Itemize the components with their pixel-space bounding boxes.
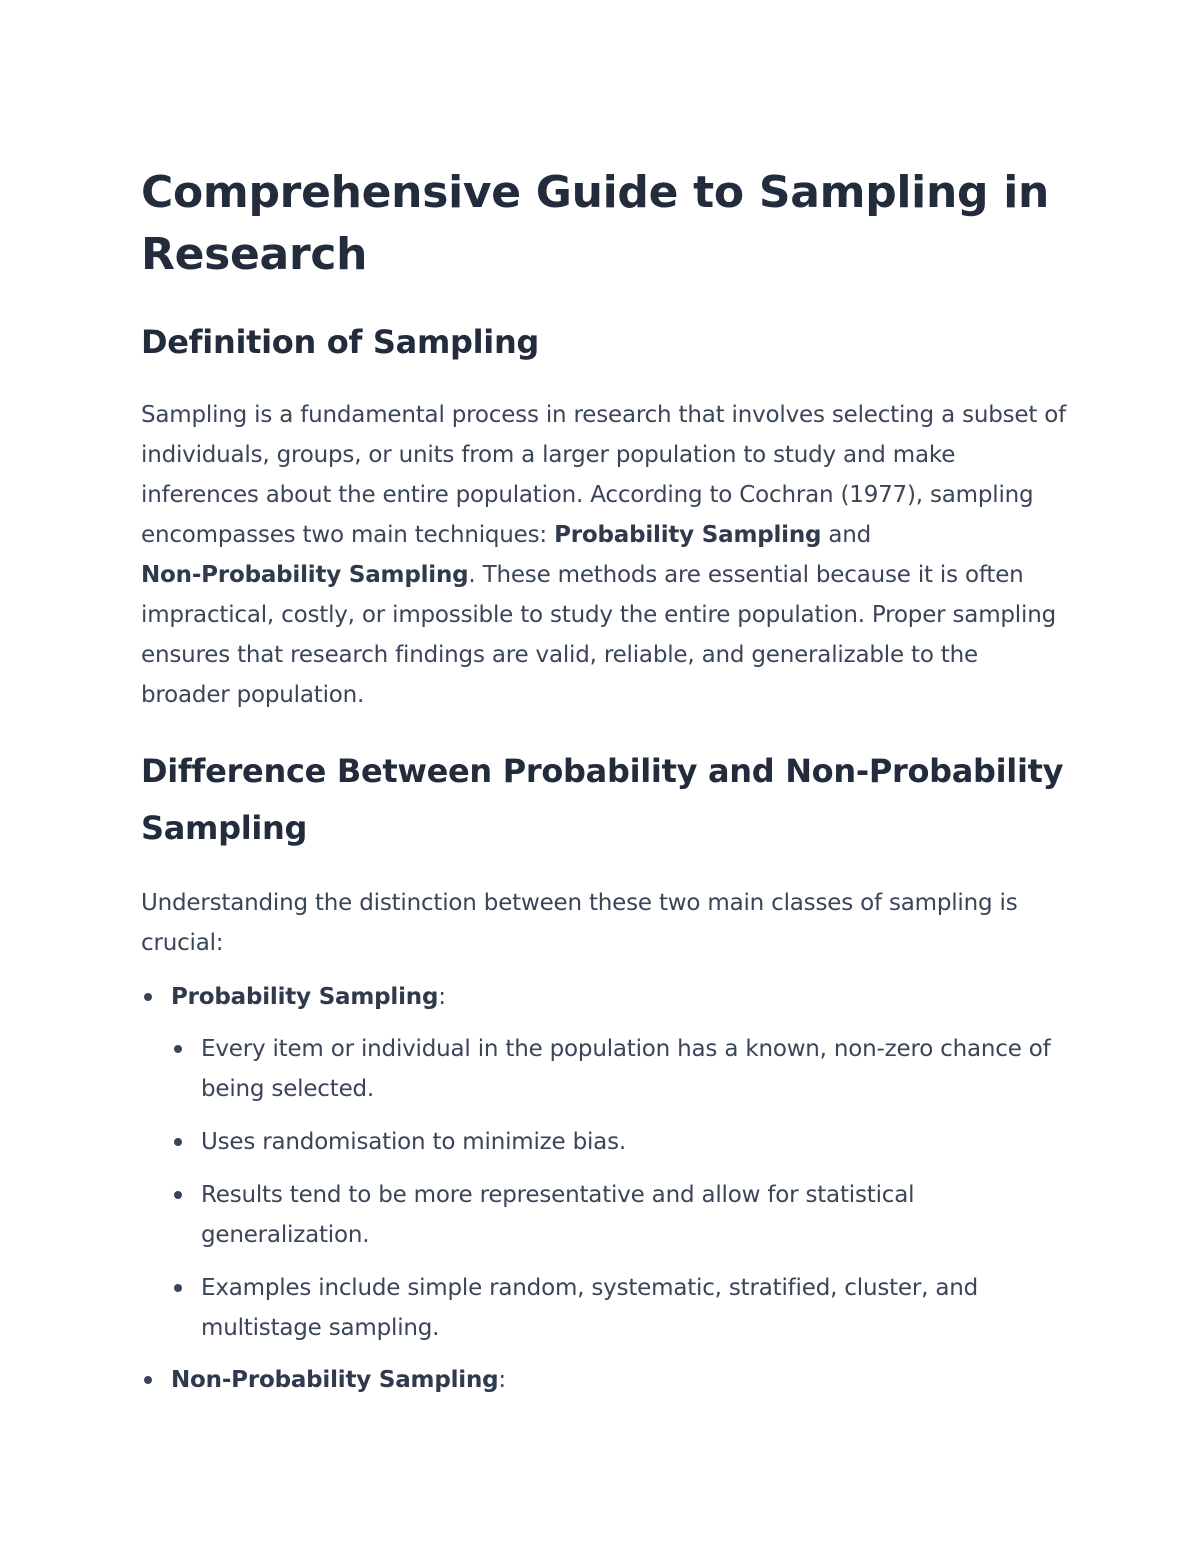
bullet-icon xyxy=(174,1191,182,1199)
sampling-types-list xyxy=(141,977,1071,1400)
definition-text-1: Sampling is a fundamental process in research that involves selecting a subset of individuals, groups, or units from a larger population to study and make inferences about the entire population. According to Cochran (1977), sampling encompasses two main techniques: xyxy=(141,402,1067,548)
definition-paragraph xyxy=(141,395,1071,715)
bullet-icon xyxy=(174,1138,182,1146)
document-page xyxy=(141,162,1071,1400)
probability-sublist xyxy=(171,1029,1071,1348)
definition-text-2: and xyxy=(821,522,872,548)
list-item-non-probability xyxy=(141,1360,1071,1400)
sublist-item-text: Every item or individual in the population has a known, non-zero chance of being selected. xyxy=(201,1036,1051,1102)
definition-bold-probability: Probability Sampling xyxy=(554,522,822,548)
sublist-item-text: Uses randomisation to minimize bias. xyxy=(201,1129,626,1155)
definition-heading: Definition of Sampling xyxy=(141,323,540,361)
list-item-suffix: : xyxy=(498,1367,506,1393)
list-item-label: Probability Sampling xyxy=(171,984,439,1010)
sublist-item xyxy=(171,1029,1071,1109)
list-item-probability xyxy=(141,977,1071,1348)
difference-heading: Difference Between Probability and Non-Probability Sampling xyxy=(141,752,1064,847)
sublist-item xyxy=(171,1175,1071,1255)
difference-intro: Understanding the distinction between these two main classes of sampling is crucial: xyxy=(141,890,1018,956)
list-item-suffix: : xyxy=(438,984,446,1010)
sublist-item xyxy=(171,1268,1071,1348)
list-item-label: Non-Probability Sampling xyxy=(171,1367,499,1393)
bullet-icon xyxy=(174,1284,182,1292)
definition-text-3: . These methods are essential because it is often impractical, costly, or impossible to study the entire population. Proper sampling ensures that research findings are valid, reliable, and generalizable to the broader population. xyxy=(141,562,1056,708)
bullet-icon xyxy=(174,1045,182,1053)
sublist-item-text: Results tend to be more representative and allow for statistical generalization. xyxy=(201,1182,915,1248)
document-title: Comprehensive Guide to Sampling in Research xyxy=(141,167,1049,280)
sublist-item-text: Examples include simple random, systematic, stratified, cluster, and multistage sampling. xyxy=(201,1275,979,1341)
bullet-icon xyxy=(144,993,152,1001)
bullet-icon xyxy=(144,1376,152,1384)
sublist-item xyxy=(171,1122,1071,1162)
definition-bold-non-probability: Non-Probability Sampling xyxy=(141,562,469,588)
